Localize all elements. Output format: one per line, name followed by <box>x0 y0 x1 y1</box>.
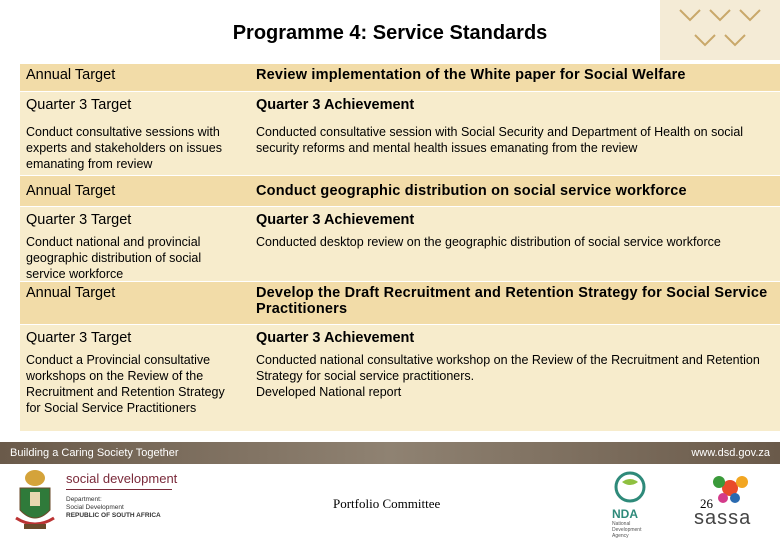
table-row <box>20 207 780 231</box>
quarter-achievement-label: Quarter 3 Achievement <box>256 97 415 113</box>
nda-subtitle: National Development Agency <box>612 521 642 539</box>
achievement-line: Conducted national consultative workshop on the Review of the Recruitment and Retention Strategy for social service practitioners. <box>256 353 760 383</box>
website-link[interactable]: www.dsd.gov.za <box>691 447 770 459</box>
quarter-achievement-label: Quarter 3 Achievement <box>256 212 415 228</box>
annual-target-value: Conduct geographic distribution on social service workforce <box>256 183 687 199</box>
page-title: Programme 4: Service Standards <box>232 22 548 44</box>
coat-of-arms-logo <box>12 468 58 539</box>
table-row <box>20 282 780 325</box>
target-text: Conduct national and provincial geographic distribution of social service workforce <box>26 235 202 281</box>
annual-target-value: Develop the Draft Recruitment and Retention Strategy for Social Service Practitioners <box>256 285 768 317</box>
table-row <box>20 92 780 121</box>
divider <box>66 489 172 490</box>
committee-label: Portfolio Committee <box>333 496 441 511</box>
table-row <box>20 64 780 92</box>
annual-target-label: Annual Target <box>26 183 116 199</box>
dept-line: Social Development <box>66 504 124 511</box>
slogan: Building a Caring Society Together <box>10 447 179 459</box>
target-text: Conduct a Provincial consultative workshops on the Review of the Recruitment and Retention Strategy for Social Service Practitioners <box>26 353 225 415</box>
table-row <box>20 349 780 432</box>
quarter-target-label: Quarter 3 Target <box>26 212 132 228</box>
quarter-achievement-label: Quarter 3 Achievement <box>256 330 415 346</box>
achievement-text: Conducted desktop review on the geographic distribution of social service workforce <box>256 235 721 249</box>
target-text: Conduct consultative sessions with experts and stakeholders on issues emanating from review <box>26 125 222 171</box>
quarter-target-label: Quarter 3 Target <box>26 97 132 113</box>
dept-details <box>66 496 161 520</box>
dept-line: Department: <box>66 496 102 503</box>
table-row <box>20 231 780 282</box>
dept-name: social development <box>66 471 178 486</box>
dept-line: REPUBLIC OF SOUTH AFRICA <box>66 512 161 519</box>
achievement-text <box>248 349 780 431</box>
annual-target-label: Annual Target <box>26 67 116 83</box>
page-number: 26 <box>700 496 713 511</box>
table-row <box>20 325 780 349</box>
achievement-line: Developed National report <box>256 385 402 399</box>
nda-logo <box>612 470 648 539</box>
annual-target-value: Review implementation of the White paper for Social Welfare <box>256 67 686 83</box>
achievement-text: Conducted consultative session with Social Security and Department of Health on social security reforms and mental health issues emanating from the review <box>256 125 744 155</box>
table-row <box>20 176 780 207</box>
standards-table <box>20 64 780 432</box>
footer-bar <box>0 442 780 464</box>
table-row <box>20 121 780 176</box>
quarter-target-label: Quarter 3 Target <box>26 330 132 346</box>
nda-label: NDA <box>612 507 638 521</box>
annual-target-label: Annual Target <box>26 285 116 301</box>
sassa-label: sassa <box>694 507 752 529</box>
